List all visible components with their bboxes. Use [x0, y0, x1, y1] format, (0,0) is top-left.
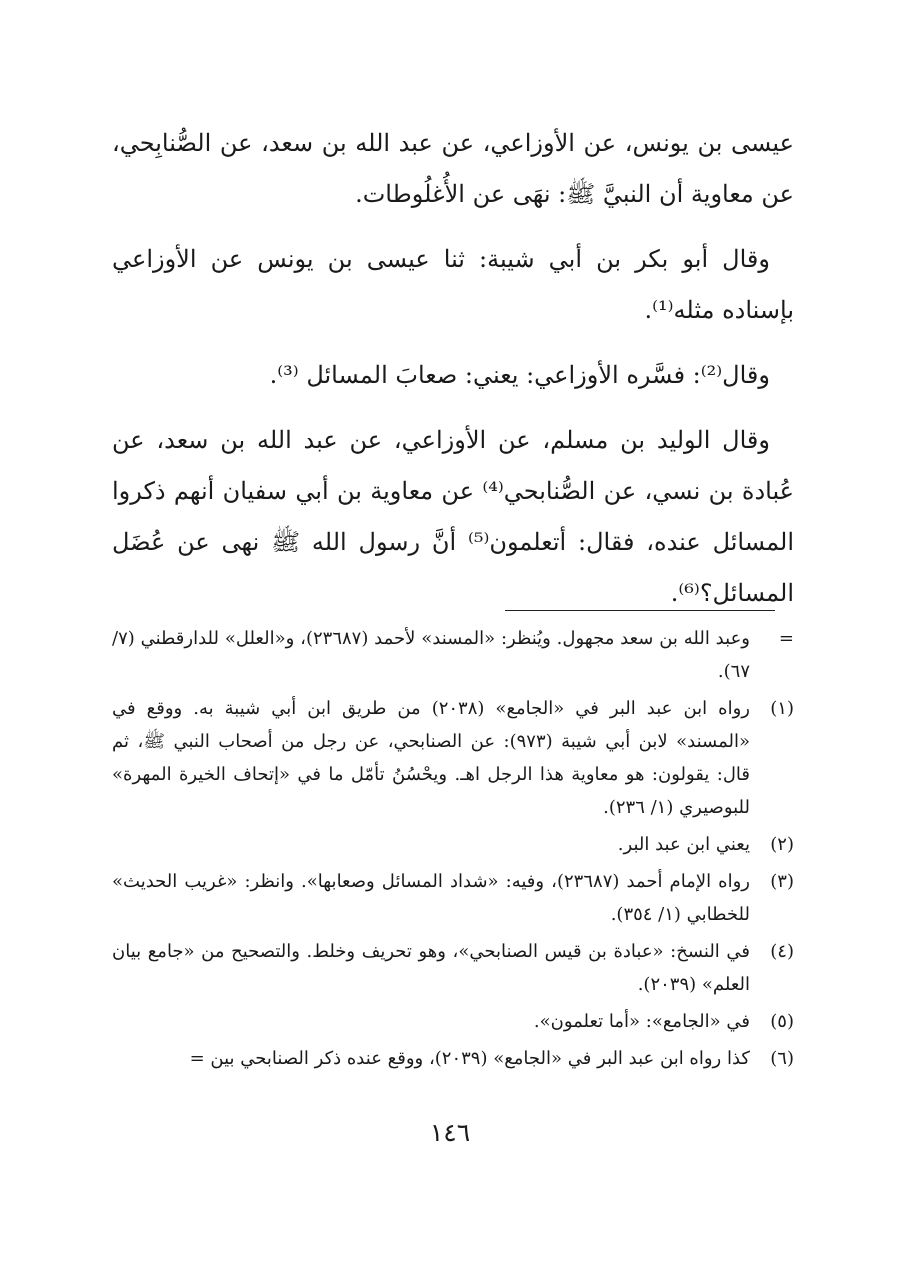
footnote [112, 692, 794, 824]
footnote [112, 828, 794, 861]
footnote-marker: (١) [770, 698, 794, 719]
footnote-text: في النسخ: «عبادة بن قيس الصنابحي»، وهو تحريف وخلط. والتصحيح من «جامع بيان العلم» (٢٠٣٩). [112, 941, 750, 995]
footnote [112, 935, 794, 1001]
footnote [112, 865, 794, 931]
footnote-text: رواه ابن عبد البر في «الجامع» (٢٠٣٨) من طريق ابن أبي شيبة به. ووقع في «المسند» لابن أبي شيبة (٩٧٣): عن الصنابحي، عن رجل من أصحاب النبي ﷺ، ثم قال: يقولون: هو معاوية هذا الرجل اهـ. ويحْسُنُ تأمّل ما في «إتحاف الخيرة المهرة» للبوصيري (١/ ٢٣٦). [112, 698, 750, 818]
footnote-text: في «الجامع»: «أما تعلمون». [533, 1011, 750, 1032]
main-paragraph: وقال⁽²⁾: فسَّره الأوزاعي: يعني: صعابَ المسائل ⁽³⁾. [269, 361, 770, 389]
footnote-separator [505, 610, 775, 611]
footnote-marker: (٣) [770, 871, 794, 892]
footnote-marker: (٤) [770, 941, 794, 962]
footnote-text: كذا رواه ابن عبد البر في «الجامع» (٢٠٣٩)، ووقع عنده ذكر الصنابحي بين = [189, 1048, 750, 1069]
main-text-block [112, 118, 794, 633]
main-paragraph: وقال الوليد بن مسلم، عن الأوزاعي، عن عبد الله بن سعد، عن عُبادة بن نسي، عن الصُّنابحي⁽⁴⁾ عن معاوية بن أبي سفيان أنهم ذكروا المسائل عنده، فقال: أتعلمون⁽⁵⁾ أنَّ رسول الله ﷺ نهى عن عُضَل المسائل؟⁽⁶⁾. [112, 426, 795, 607]
footnotes-block [112, 622, 794, 1079]
main-paragraph: وقال أبو بكر بن أبي شيبة: ثنا عيسى بن يونس عن الأوزاعي بإسناده مثله⁽¹⁾. [112, 245, 794, 324]
footnote-marker: (٥) [770, 1011, 794, 1032]
footnote-marker: (٢) [770, 834, 794, 855]
footnote [112, 1042, 794, 1075]
page-number: ١٤٦ [429, 1118, 471, 1147]
footnote-text: رواه الإمام أحمد (٢٣٦٨٧)، وفيه: «شداد المسائل وصعابها». وانظر: «غريب الحديث» للخطابي (١/ ٣٥٤). [112, 871, 751, 925]
main-paragraph: عيسى بن يونس، عن الأوزاعي، عن عبد الله بن سعد، عن الصُّنابِحي، عن معاوية أن النبيَّ ﷺ: نهَى عن الأُغلُوطات. [112, 129, 794, 208]
footnote-marker: (٦) [770, 1048, 794, 1069]
footnote-text: يعني ابن عبد البر. [617, 834, 750, 855]
footnote-marker: = [778, 628, 794, 649]
footnote [112, 1005, 794, 1038]
footnote-text: وعبد الله بن سعد مجهول. ويُنظر: «المسند» لأحمد (٢٣٦٨٧)، و«العلل» للدارقطني (٧/ ٦٧). [112, 628, 750, 682]
footnote [112, 622, 794, 688]
